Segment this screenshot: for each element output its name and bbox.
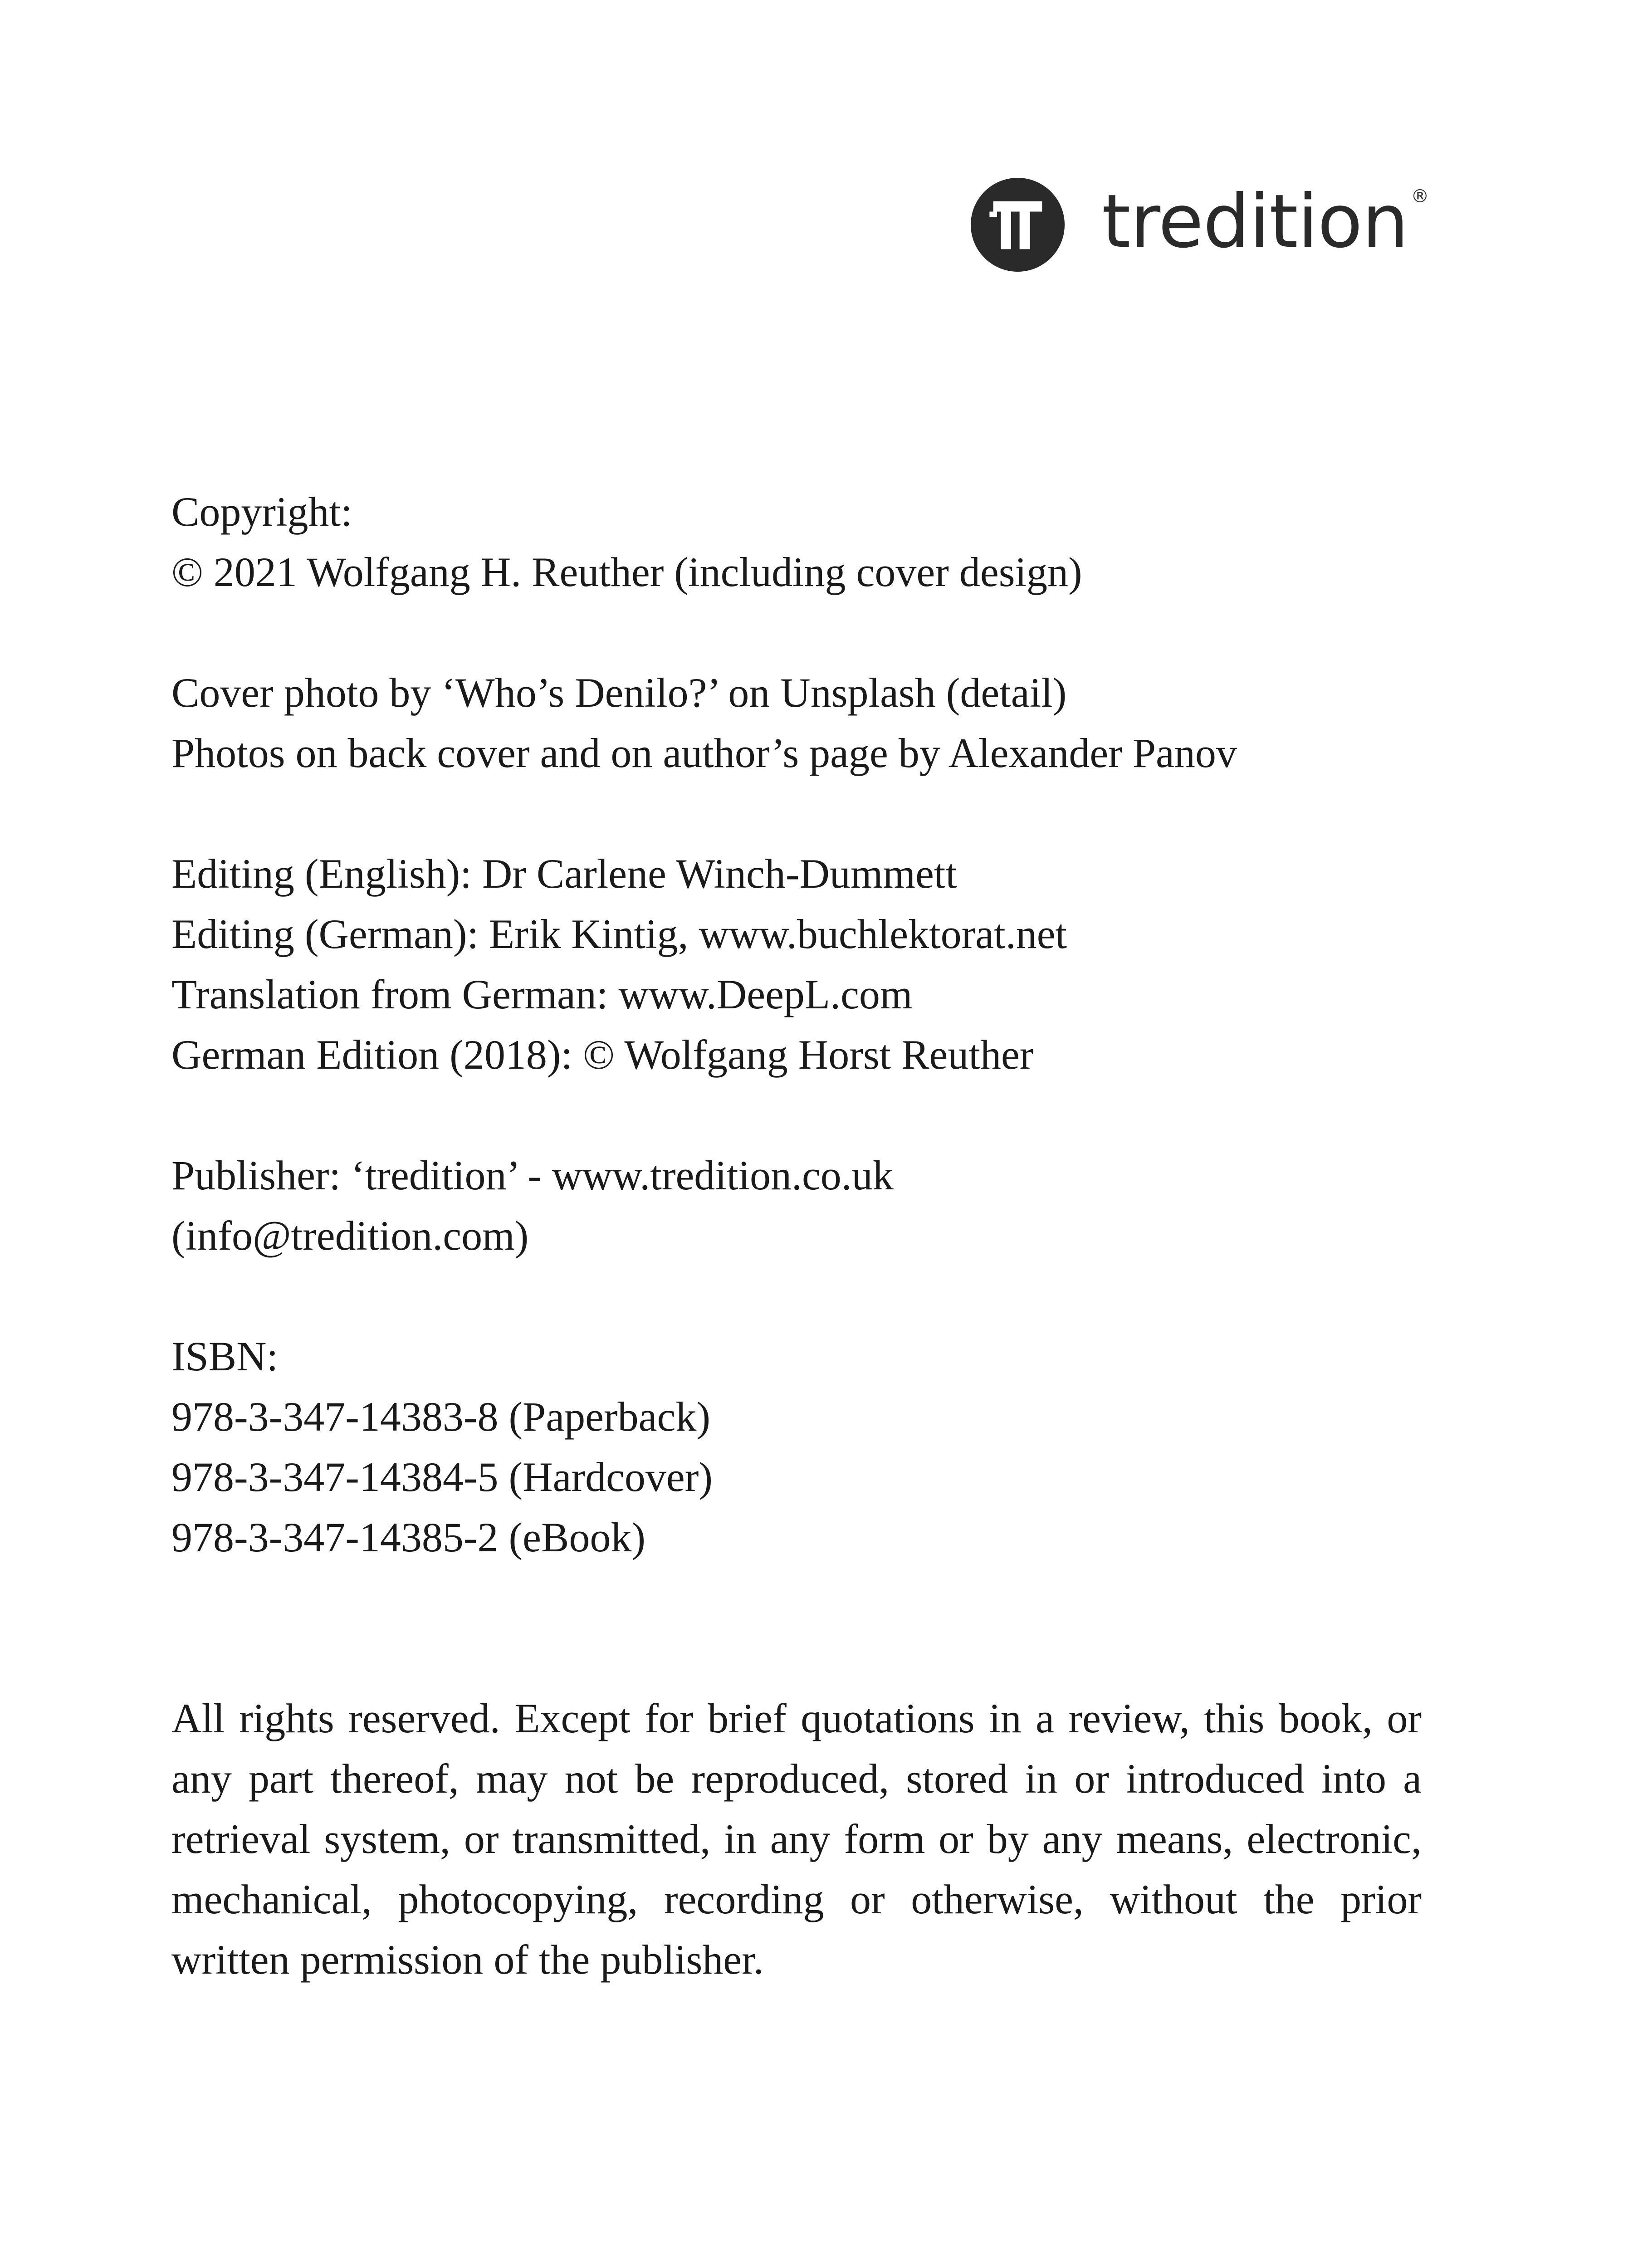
copyright-line: © 2021 Wolfgang H. Reuther (including cover design) xyxy=(171,549,1082,595)
cover-photo-credit: Cover photo by ‘Who’s Denilo?’ on Unsplash (detail) xyxy=(171,670,1067,716)
isbn-hardcover: 978-3-347-14384-5 (Hardcover) xyxy=(171,1454,713,1500)
isbn-paperback: 978-3-347-14383-8 (Paperback) xyxy=(171,1393,710,1440)
publisher-line: Publisher: ‘tredition’ - www.tredition.co.uk xyxy=(171,1152,894,1198)
editing-english: Editing (English): Dr Carlene Winch-Dummett xyxy=(171,850,958,897)
imprint-page-content xyxy=(171,482,1422,1990)
publisher-logo xyxy=(971,170,1429,279)
editing-german: Editing (German): Erik Kintig, www.buchlektorat.net xyxy=(171,911,1067,957)
back-photo-credit: Photos on back cover and on author’s page by Alexander Panov xyxy=(171,730,1237,776)
publisher-email: (info@tredition.com) xyxy=(171,1212,529,1259)
translation-credit: Translation from German: www.DeepL.com xyxy=(171,971,913,1017)
tredition-logo-icon xyxy=(971,178,1065,272)
isbn-ebook: 978-3-347-14385-2 (eBook) xyxy=(171,1514,646,1560)
logo-wordmark: tredition xyxy=(1102,179,1408,264)
isbn-heading: ISBN: xyxy=(171,1333,279,1379)
copyright-heading: Copyright: xyxy=(171,489,352,535)
registered-mark: ® xyxy=(1411,186,1429,207)
german-edition: German Edition (2018): © Wolfgang Horst Reuther xyxy=(171,1031,1034,1078)
rights-notice: All rights reserved. Except for brief quotations in a review, this book, or any part thereof, may not be reproduced, stored in or introduced into a retrieval system, or transmitted, in any form or by any means, electronic, mechanical, photocopying, recording or otherwise, without the prior written permission of the publisher. xyxy=(171,1695,1422,1983)
